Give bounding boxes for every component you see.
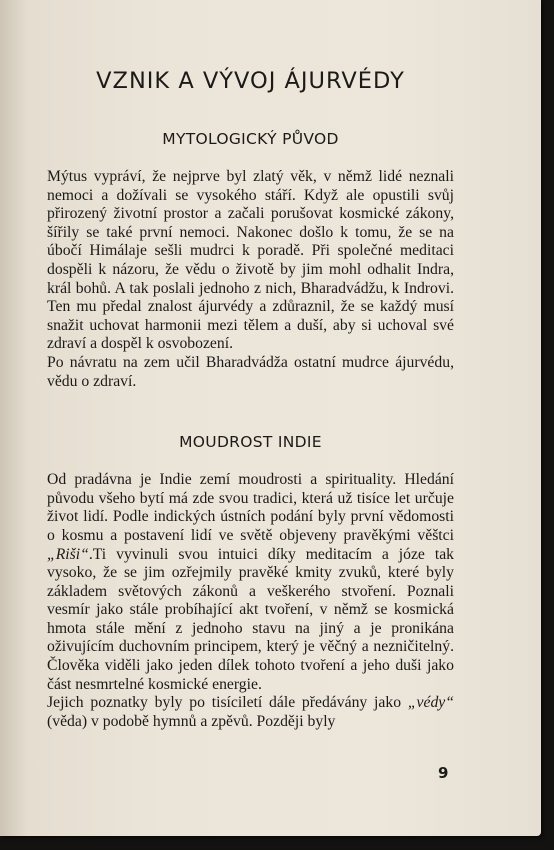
paragraph-text: Od pradávna je Indie zemí moudrosti a spirituality. Hledání původu všeho bytí má zde svou tradici, která už tisíce let určuje život lidí. Podle indických ústních podání byly první vědomosti o kosmu a postavení lidí ve světě objeveny pravěkými věštci: [47, 471, 454, 544]
paragraph-text: (věda) v podobě hymnů a zpěvů. Později byly: [47, 712, 336, 730]
paragraph-text: .Ti vyvinuli svou intuici díky meditacím a józe tak vysoko, že se jim ozřejmily pravěké kmity zvuků, které byly základem světových zákonů a veškerého stvoření. Poznali vesmír jako stále probíhající akt tvoření, v němž se kosmická hmota stále mění z jednoho stavu na jiný a je pronikána oživujícím duchovním principem, který je věčný a nezničitelný. Člověka viděli jako jeden dílek tohoto tvoření a jeho duši jako část nesmrtelné kosmické energie.: [47, 545, 454, 693]
section-heading-wisdom-of-india: MOUDROST INDIE: [179, 433, 322, 452]
paragraph: [47, 471, 454, 694]
paragraph: Mýtus vypráví, že nejprve byl zlatý věk, v němž lidé neznali nemoci a dožívali se vysokého stáří. Když ale opustili svůj přirozený životní prostor a začali porušovat kosmické zákony, šířily se také první nemoci. Nakonec došlo k tomu, že se na úbočí Himálaje sešli mudrci k poradě. Při společné meditaci dospěli k názoru, že vědu o životě by jim mohl odhalit Indra, král bohů. A tak poslali jednoho z nich, Bharadvádžu, k Indrovi. Ten mu předal znalost ájurvédy a zdůraznil, že se každý musí snažit uchovat harmonii mezi tělem a duší, aby si uchoval své zdraví a dospěl k osvobození.: [47, 168, 454, 353]
italic-term-risi: „Riši“: [47, 545, 89, 563]
page-content: [47, 66, 454, 731]
italic-term-vedy: „védy“: [407, 694, 454, 712]
section-heading-mythological-origin: MYTOLOGICKÝ PŮVOD: [162, 130, 339, 148]
page-number: 9: [438, 764, 449, 782]
paragraph: Po návratu na zem učil Bharadvádža ostatní mudrce ájurvédu, vědu o zdraví.: [47, 353, 454, 390]
chapter-title: VZNIK A VÝVOJ ÁJURVÉDY: [96, 68, 405, 94]
paragraph: [47, 694, 454, 731]
paragraph-text: Jejich poznatky byly po tisíciletí dále předávány jako: [47, 694, 408, 712]
